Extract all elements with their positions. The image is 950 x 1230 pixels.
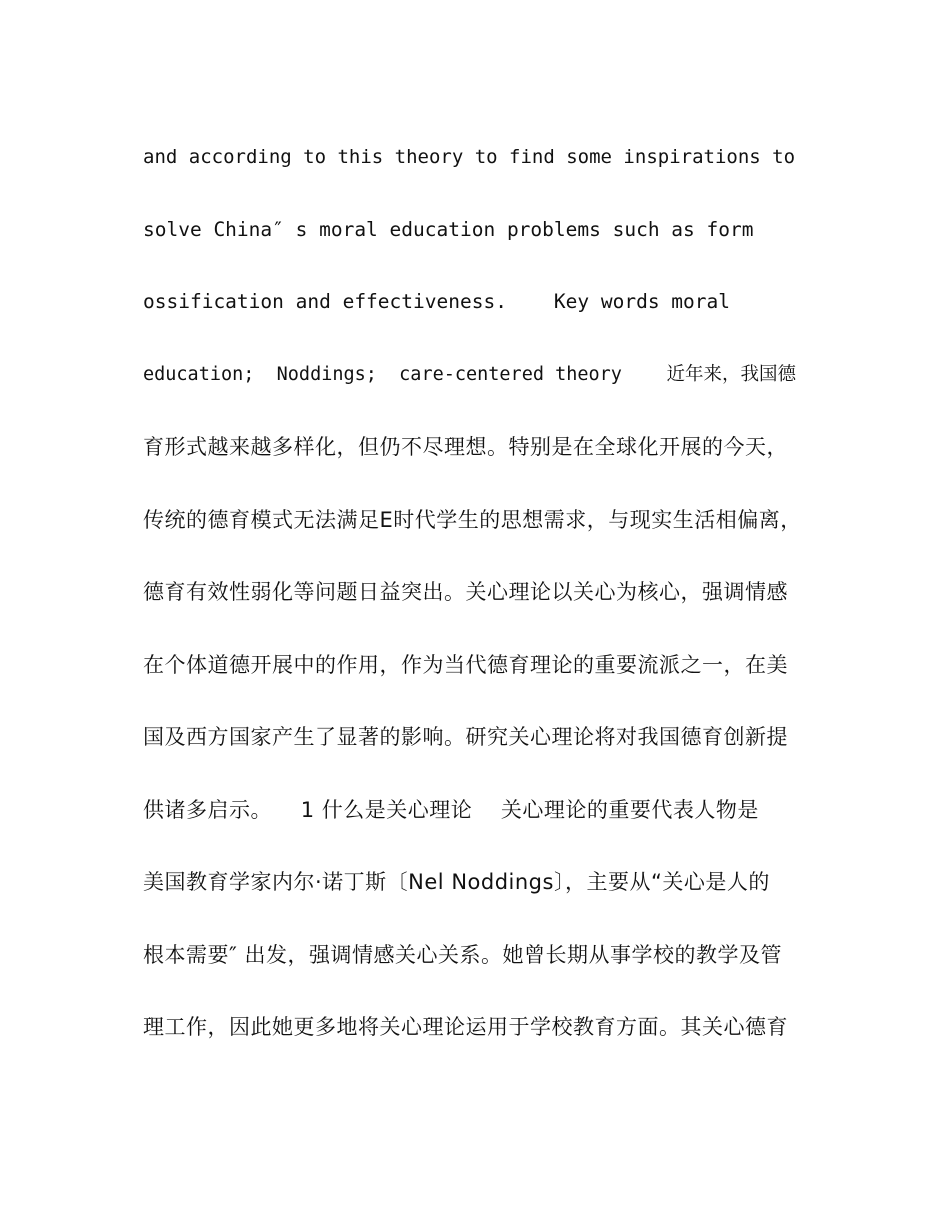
text-line-12: 根本需要″ 出发，强调情感关心关系。她曾长期从事学校的教学及管 bbox=[143, 943, 783, 967]
text-line-7: 德育有效性弱化等问题日益突出。关心理论以关心为核心，强调情感 bbox=[143, 580, 788, 604]
text-line-3: ossification and effectiveness. Key words moral bbox=[143, 290, 730, 313]
text-line-8: 在个体道德开展中的作用，作为当代德育理论的重要流派之一，在美 bbox=[143, 653, 788, 677]
text-line-5: 育形式越来越多样化，但仍不尽理想。特别是在全球化开展的今天， bbox=[143, 435, 788, 459]
text-line-2: solve China″ s moral education problems such as form bbox=[143, 218, 754, 241]
text-line-4: education; Noddings; care-centered theory 近年来，我国德 bbox=[143, 364, 796, 385]
text-line-9: 国及西方国家产生了显著的影响。研究关心理论将对我国德育创新提 bbox=[143, 725, 788, 749]
text-line-1: and according to this theory to find some inspirations to bbox=[143, 146, 796, 168]
text-line-13: 理工作，因此她更多地将关心理论运用于学校教育方面。其关心德育 bbox=[143, 1015, 788, 1039]
text-line-11: 美国教育学家内尔·诺丁斯〔Nel Noddings〕，主要从“关心是人的 bbox=[143, 870, 770, 894]
text-line-10: 供诸多启示。 1 什么是关心理论 关心理论的重要代表人物是 bbox=[143, 798, 759, 822]
text-line-6: 传统的德育模式无法满足E时代学生的思想需求，与现实生活相偏离， bbox=[143, 508, 802, 532]
